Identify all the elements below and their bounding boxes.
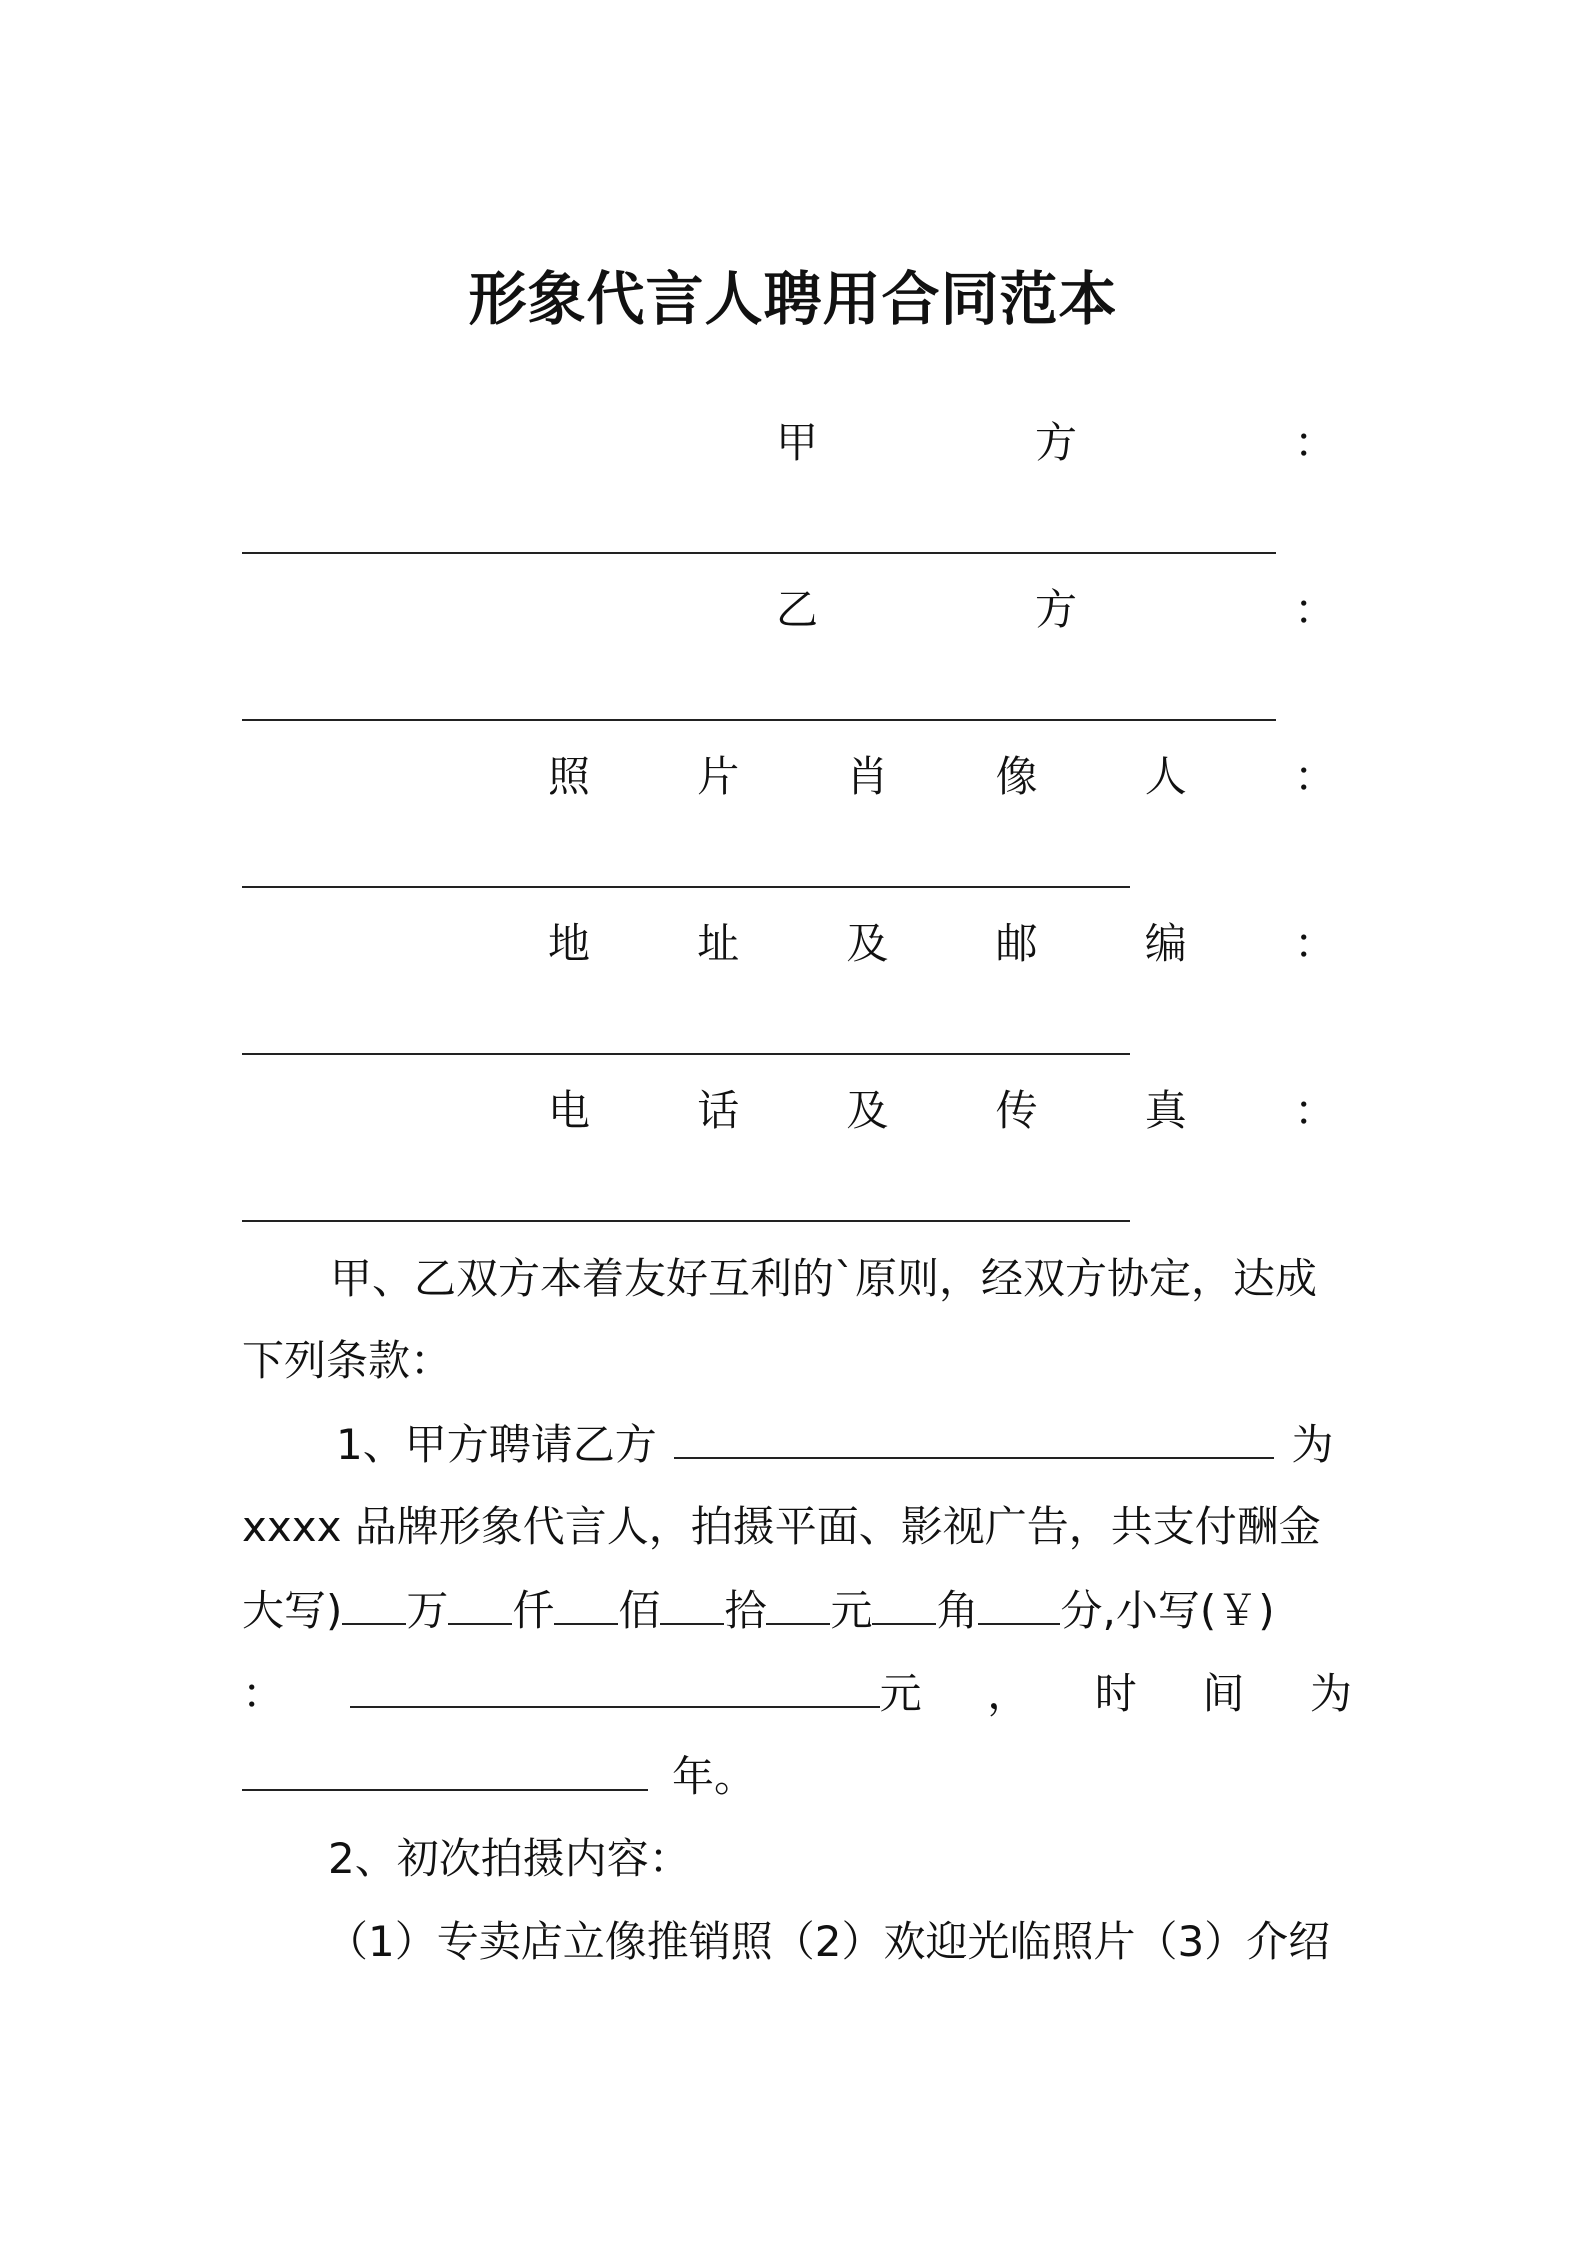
label-char: 方: [1034, 585, 1077, 634]
nian-text: 年。: [672, 1752, 757, 1801]
address-blank-line: [242, 1053, 1130, 1055]
label-char: 真: [1144, 1086, 1187, 1135]
amount-blank: [872, 1585, 936, 1625]
clause-1-amount-line: [242, 1585, 1275, 1636]
amount-unit: 拾: [724, 1586, 767, 1635]
clause-2-items: （1）专卖店立像推销照（2）欢迎光临照片（3）介绍: [326, 1917, 1331, 1966]
intro-line-1: 甲、乙双方本着友好互利的`原则，经双方协定，达成: [330, 1254, 1318, 1303]
label-char: 甲: [776, 418, 819, 467]
label-char: 及: [846, 1086, 889, 1135]
clause-1-line-2: xxxx 品牌形象代言人，拍摄平面、影视广告，共支付酬金: [242, 1502, 1321, 1551]
label-char: ：: [1293, 585, 1336, 634]
label-char: 乙: [776, 585, 819, 634]
term-years-blank: [242, 1751, 648, 1791]
clause-1-year-line: [242, 1751, 756, 1802]
amount-blank: [554, 1585, 618, 1625]
label-char: 传: [995, 1086, 1038, 1135]
field-portrait-person-label: [548, 752, 1336, 802]
jian-text: 间: [1202, 1669, 1245, 1718]
clause-1-wei: 为: [1291, 1420, 1334, 1469]
field-phone-fax-label: [548, 1086, 1336, 1136]
label-char: 邮: [995, 919, 1038, 968]
label-char: ：: [1293, 752, 1336, 801]
label-char: 话: [697, 1086, 740, 1135]
amount-blank: [978, 1585, 1060, 1625]
field-address-postcode-label: [548, 919, 1336, 969]
amount-unit: 元: [830, 1586, 873, 1635]
document-title: 形象代言人聘用合同范本: [468, 265, 1118, 333]
label-char: 肖: [846, 752, 889, 801]
party-b-blank-line: [242, 719, 1276, 721]
colon-text: ：: [242, 1669, 285, 1718]
amount-unit: 万: [406, 1586, 449, 1635]
amount-unit: 角: [936, 1586, 979, 1635]
amount-unit: 仟: [512, 1586, 555, 1635]
yuan-group: [350, 1668, 922, 1719]
clause-1-lead: 1、甲方聘请乙方: [336, 1420, 657, 1469]
label-char: 编: [1144, 919, 1187, 968]
label-char: 及: [846, 919, 889, 968]
field-party-a-label: [776, 418, 1336, 468]
amount-blank: [660, 1585, 724, 1625]
label-char: 像: [995, 752, 1038, 801]
label-char: 电: [548, 1086, 591, 1135]
amount-blank: [766, 1585, 830, 1625]
spokesperson-name-blank: [674, 1419, 1274, 1459]
amount-lowercase-blank: [350, 1668, 880, 1708]
amount-text: 大写): [242, 1586, 343, 1635]
label-char: ：: [1293, 1086, 1336, 1135]
label-char: 方: [1034, 418, 1077, 467]
label-char: 地: [548, 919, 591, 968]
portrait-person-blank-line: [242, 886, 1130, 888]
clause-1-yuan-line: [242, 1668, 1352, 1719]
amount-unit: 分,小写(￥): [1060, 1586, 1275, 1635]
field-party-b-label: [776, 585, 1336, 635]
intro-line-2: 下列条款：: [242, 1336, 453, 1385]
yuan-text: 元: [879, 1669, 922, 1718]
comma-text: ，: [987, 1669, 1030, 1718]
label-char: 照: [548, 752, 591, 801]
label-char: ：: [1293, 418, 1336, 467]
label-char: 址: [697, 919, 740, 968]
amount-unit: 佰: [618, 1586, 661, 1635]
label-char: ：: [1293, 919, 1336, 968]
amount-blank: [448, 1585, 512, 1625]
clause-2-title: 2、初次拍摄内容：: [328, 1834, 691, 1883]
label-char: 人: [1144, 752, 1187, 801]
party-a-blank-line: [242, 552, 1276, 554]
wei-text: 为: [1309, 1669, 1352, 1718]
shi-text: 时: [1094, 1669, 1137, 1718]
amount-blank: [342, 1585, 406, 1625]
phone-fax-blank-line: [242, 1220, 1130, 1222]
label-char: 片: [697, 752, 740, 801]
clause-1-line-1: [336, 1419, 1333, 1470]
